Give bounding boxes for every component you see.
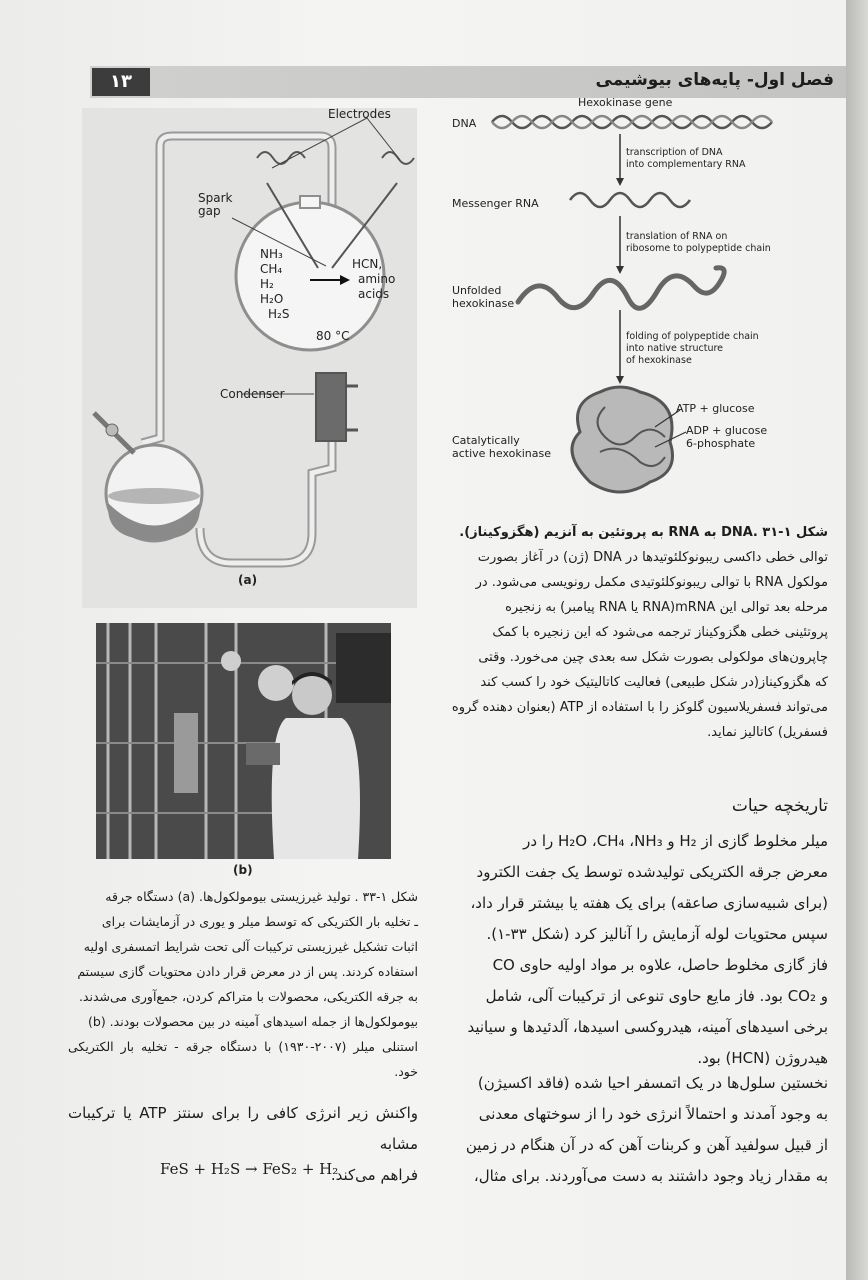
caption-line: ـ تخلیه بار الکتریکی که توسط میلر و یوری در آزمایشات برای — [101, 914, 418, 929]
figure-b-label: (b) — [233, 863, 253, 877]
page-number: ۱۳ — [92, 68, 150, 96]
section-paragraph-1 — [436, 826, 828, 1074]
body-line: معرض جرقه الکتریکی تولیدشده توسط یک جفت الکترود — [476, 863, 828, 881]
caption-line: اثبات تشکیل غیرزیستی ترکیبات آلی تحت شرایط اتمسفری اولیه — [83, 939, 418, 954]
step1-line2: into complementary RNA — [626, 159, 746, 170]
reactant-1: NH₃ — [260, 247, 283, 261]
product-1: HCN, — [352, 257, 383, 271]
body-line: هیدروژن (HCN) بود. — [697, 1049, 828, 1067]
step3-line3: of hexokinase — [626, 355, 692, 366]
reactant-3: H₂ — [260, 277, 274, 291]
label-unfolded-1: Unfolded — [452, 284, 502, 297]
body-line: (برای شبیه‌سازی صاعقه) برای یک هفته یا بیشتر قرار داد، — [470, 894, 828, 912]
body-line: سپس محتویات لوله آزمایش را آنالیز کرد (شکل ۳۳-۱). — [486, 925, 828, 943]
figure-a-label: (a) — [238, 573, 258, 587]
reaction-equation: FeS + H₂S → FeS₂ + H₂ — [160, 1160, 339, 1178]
caption-line: به جرقه الکتریکی، محصولات با متراکم کردن، جمع‌آوری می‌شدند. — [78, 989, 418, 1004]
label-active-2: active hexokinase — [452, 447, 552, 460]
caption-line: بیومولکول‌ها از جمله اسیدهای آمینه در بین محصولات بودند. (b) — [87, 1014, 418, 1029]
caption-line: استنلی میلر (۲۰۰۷-۱۹۳۰) با دستگاه جرقه - تخلیه بار الکتریکی خود. — [68, 1039, 418, 1079]
caption-line: پروتئینی خطی هگزوکیناز ترجمه می‌شود که این زنجیره با کمک — [492, 625, 828, 640]
label-dna: DNA — [452, 117, 477, 130]
product-2: amino — [358, 272, 396, 286]
caption-line: که هگزوکیناز(در شکل طبیعی) فعالیت کاتالیتیک خود را کسب کند — [480, 675, 828, 690]
body-line: برخی اسیدهای آمینه، هیدروکسی اسیدها، آلدئیدها و سیانید — [467, 1018, 828, 1036]
product-3: acids — [358, 287, 390, 301]
caption-line: فسفریل) کاتالیز نماید. — [707, 725, 828, 740]
label-electrodes: Electrodes — [328, 107, 391, 121]
apparatus-drawing — [82, 108, 417, 608]
caption-line: توالی خطی داکسی ریبونوکلئوتیدها در DNA (ژن) در آغاز بصورت — [477, 550, 828, 565]
label-condenser: Condenser — [220, 387, 285, 401]
body-line: از قبیل سولفید آهن و کربنات آهن که در آن هنگام در زمین — [465, 1136, 828, 1154]
caption-line: می‌تواند فسفریلاسیون گلوکز را با استفاده از ATP (بعنوان دهنده گروه — [451, 700, 828, 715]
figure-miller-apparatus — [82, 108, 417, 608]
photo-stanley-miller — [96, 623, 391, 859]
body-line: فاز گازی مخلوط حاصل، علاوه بر مواد اولیه حاوی CO — [492, 956, 828, 974]
caption-hexokinase-title: شکل ۱-۳۱ .DNA به RNA به پروتئین به آنزیم (هگزوکیناز). — [459, 525, 828, 540]
label-atp-glucose: ATP + glucose — [676, 402, 755, 415]
caption-line: شکل ۱-۳۳ . تولید غیرزیستی بیومولکول‌ها. (a) دستگاه جرقه — [105, 889, 418, 904]
label-messenger-rna: Messenger RNA — [452, 197, 539, 210]
caption-line: مرحله بعد توالی این mRNA(RNA یا RNA پیامبر) به زنجیره — [505, 600, 828, 615]
label-temperature: 80 °C — [316, 329, 350, 343]
step2-line2: ribosome to polypeptide chain — [626, 243, 771, 254]
step3-line1: folding of polypeptide chain — [626, 331, 759, 342]
label-6-phosphate: 6-phosphate — [686, 437, 756, 450]
caption-line: مولکول RNA با توالی ریبونوکلئوتیدی مکمل رونویسی می‌شود. در — [475, 575, 828, 590]
body-line: و CO₂ بود. فاز مایع حاوی تنوعی از ترکیبات آلی، شامل — [485, 987, 828, 1005]
reactant-2: CH₄ — [260, 262, 283, 276]
caption-line: استفاده کردند. پس از در معرض قرار دادن محتویات گازی سیستم — [77, 964, 418, 979]
photo-illustration — [96, 623, 391, 859]
label-active-1: Catalytically — [452, 434, 520, 447]
body-line: به مقدار زیاد وجود داشتند به دست می‌آوردند. برای مثال، — [473, 1167, 828, 1185]
step1-line1: transcription of DNA — [626, 147, 723, 158]
label-spark-gap: Spark gap — [198, 191, 233, 218]
caption-hexokinase — [436, 520, 828, 745]
label-hexokinase-gene: Hexokinase gene — [578, 96, 673, 109]
body-line: واکنش زیر انرژی کافی را برای سنتز ATP یا ترکیبات مشابه — [68, 1104, 418, 1153]
body-line: فراهم می‌کند. — [330, 1166, 418, 1184]
section-heading: تاریخچه حیات — [731, 796, 828, 816]
caption-line: چاپرون‌های مولکولی بصورت شکل سه بعدی چین می‌خورد. وقتی — [478, 650, 828, 665]
reactant-5: H₂S — [268, 307, 290, 321]
step3-line2: into native structure — [626, 343, 724, 354]
caption-miller — [68, 884, 418, 1084]
page-edge — [846, 0, 868, 1280]
label-unfolded-2: hexokinase — [452, 297, 515, 310]
body-line: میلر مخلوط گازی از H₂ و H₂O ،CH₄ ،NH₃ را در — [523, 832, 828, 850]
body-line: نخستین سلول‌ها در یک اتمسفر احیا شده (فاقد اکسیژن) — [477, 1074, 828, 1092]
label-adp-glucose: ADP + glucose — [686, 424, 768, 437]
body-line: به وجود آمدند و احتمالاً انرژی خود را از سوختهای معدنی — [478, 1105, 828, 1123]
section-paragraph-2 — [436, 1068, 828, 1192]
figure-hexokinase — [440, 92, 780, 512]
reactant-4: H₂O — [260, 292, 284, 306]
chapter-title: فصل اول- پایه‌های بیوشیمی — [595, 70, 834, 90]
step2-line1: translation of RNA on — [626, 231, 728, 242]
